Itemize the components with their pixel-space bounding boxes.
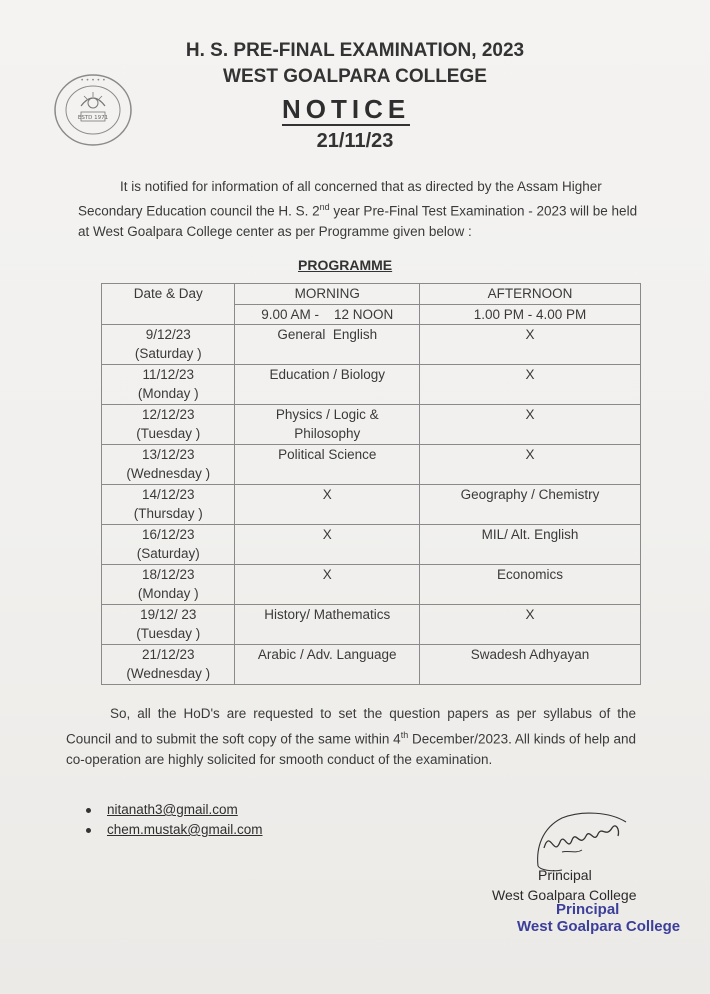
- exam-schedule-table: [101, 283, 641, 685]
- notice-date: 21/11/23: [316, 130, 394, 152]
- cell-afternoon: X: [419, 605, 640, 645]
- cell-day: (Monday ): [137, 386, 199, 401]
- cell-morning: Education / Biology: [235, 365, 420, 405]
- table-row: [102, 525, 641, 565]
- college-name: WEST GOALPARA COLLEGE: [223, 66, 487, 87]
- cell-date: 16/12/23: [141, 527, 195, 542]
- cell-date-day: [102, 525, 235, 565]
- cell-morning: X: [235, 525, 420, 565]
- cell-day: (Monday ): [137, 586, 199, 601]
- cell-afternoon: X: [419, 325, 640, 365]
- cell-date: 14/12/23: [141, 487, 195, 502]
- cell-date-day: [102, 365, 235, 405]
- table-row: [102, 365, 641, 405]
- cell-afternoon: X: [419, 445, 640, 485]
- cell-date: 18/12/23: [141, 567, 195, 582]
- cell-day: (Saturday ): [134, 346, 202, 361]
- cell-date-day: [102, 605, 235, 645]
- signatory-title: Principal: [538, 867, 592, 883]
- cell-afternoon: X: [419, 365, 640, 405]
- signatory-college: West Goalpara College: [492, 887, 637, 903]
- cell-day: (Tuesday ): [136, 626, 201, 641]
- list-item: [86, 800, 263, 820]
- bullet-icon: [86, 808, 91, 813]
- cell-date-day: [102, 485, 235, 525]
- cell-afternoon: Swadesh Adhyayan: [419, 645, 640, 685]
- table-row: [102, 605, 641, 645]
- cell-day: (Wednesday ): [126, 666, 211, 681]
- email-link[interactable]: nitanath3@gmail.com: [107, 802, 238, 817]
- list-item: [86, 820, 263, 840]
- cell-date-day: [102, 445, 235, 485]
- cell-date: 12/12/23: [141, 407, 195, 422]
- cell-morning: History/ Mathematics: [235, 605, 420, 645]
- cell-date-day: [102, 645, 235, 685]
- cell-date: 11/12/23: [142, 367, 195, 382]
- cell-afternoon: Economics: [419, 565, 640, 605]
- cell-morning: Physics / Logic & Philosophy: [235, 405, 420, 445]
- header-date-day: Date & Day: [102, 284, 235, 325]
- cell-date: 9/12/23: [145, 327, 191, 342]
- email-list: [86, 800, 263, 840]
- header-afternoon-time: 1.00 PM - 4.00 PM: [419, 305, 640, 325]
- closing-paragraph: So, all the HoD's are requested to set the question papers as per syllabus of the Council and to submit the soft copy of the same within 4th December/2023. All kinds of help and co-operation are highly solicited for smooth conduct of the examination.: [66, 706, 637, 767]
- cell-afternoon: MIL/ Alt. English: [419, 525, 640, 565]
- principal-signature-icon: [532, 808, 632, 872]
- header-morning-time: 9.00 AM - 12 NOON: [235, 305, 420, 325]
- programme-title: PROGRAMME: [298, 257, 393, 273]
- cell-morning: General English: [235, 325, 420, 365]
- table-row: [102, 445, 641, 485]
- header-morning: MORNING: [235, 284, 420, 305]
- email-link[interactable]: chem.mustak@gmail.com: [107, 822, 263, 837]
- cell-date: 21/12/23: [141, 647, 195, 662]
- table-row: [102, 565, 641, 605]
- cell-day: (Saturday): [136, 546, 200, 561]
- stamp-college: West Goalpara College: [517, 918, 681, 935]
- cell-morning: Arabic / Adv. Language: [235, 645, 420, 685]
- table-row: [102, 405, 641, 445]
- cell-date: 19/12/ 23: [140, 607, 197, 622]
- cell-date: 13/12/23: [141, 447, 195, 462]
- cell-morning: X: [235, 485, 420, 525]
- cell-date-day: [102, 325, 235, 365]
- cell-date-day: [102, 405, 235, 445]
- stamp-title: Principal: [556, 901, 620, 918]
- cell-day: (Thursday ): [133, 506, 203, 521]
- table-row: [102, 485, 641, 525]
- cell-date-day: [102, 565, 235, 605]
- bullet-icon: [86, 828, 91, 833]
- cell-afternoon: Geography / Chemistry: [419, 485, 640, 525]
- exam-title: H. S. PRE-FINAL EXAMINATION, 2023: [185, 40, 525, 61]
- cell-afternoon: X: [419, 405, 640, 445]
- seal-text: ESTD 1971: [77, 115, 109, 121]
- svg-text:• • • • •: • • • • •: [80, 77, 106, 84]
- notice-heading: NOTICE: [282, 94, 411, 124]
- header-afternoon: AFTERNOON: [419, 284, 640, 305]
- cell-day: (Wednesday ): [126, 466, 211, 481]
- cell-morning: Political Science: [235, 445, 420, 485]
- table-row: [102, 645, 641, 685]
- intro-paragraph: It is notified for information of all concerned that as directed by the Assam Higher Secondary Education council the H. S. 2nd year Pre-Final Test Examination - 2023 will be held at West Goalpara College center as per Programme given below :: [78, 179, 638, 239]
- table-row: [102, 325, 641, 365]
- cell-day: (Tuesday ): [136, 426, 201, 441]
- cell-morning: X: [235, 565, 420, 605]
